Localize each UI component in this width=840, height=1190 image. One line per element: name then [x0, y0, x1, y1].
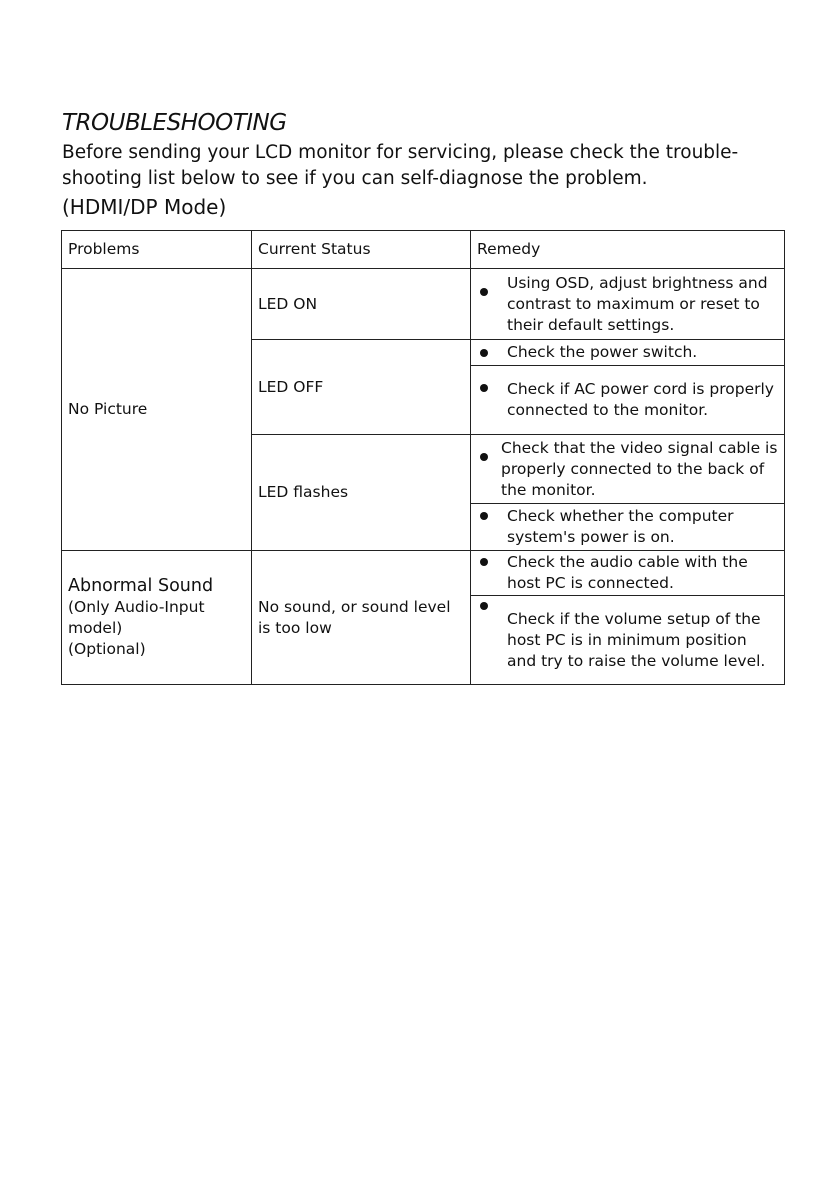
remedy-led-off-power-switch: Check the power switch. [471, 340, 785, 366]
remedy-led-off-power-cord: Check if AC power cord is properly connected to the monitor. [471, 366, 785, 435]
page-title: TROUBLESHOOTING [62, 110, 287, 136]
problem-no-picture: No Picture [62, 269, 252, 551]
intro-line-1: Before sending your LCD monitor for servicing, please check the trouble- [62, 142, 739, 163]
intro-paragraph [62, 140, 782, 192]
status-led-off: LED OFF [252, 340, 471, 435]
remedy-audio-cable: Check the audio cable with the host PC is connected. [471, 551, 785, 596]
table-header-row [62, 231, 785, 269]
table-row [62, 269, 785, 340]
status-no-sound: No sound, or sound level is too low [252, 551, 471, 685]
status-led-flashes: LED flashes [252, 435, 471, 551]
mode-heading: (HDMI/DP Mode) [62, 195, 227, 219]
remedy-led-flashes-computer-power: Check whether the computer system's power is on. [471, 504, 785, 551]
abnormal-sound-line-3: model) [68, 618, 123, 637]
abnormal-sound-title: Abnormal Sound [68, 575, 214, 596]
remedy-volume-setup: Check if the volume setup of the host PC is in minimum position and try to raise the volume level. [471, 596, 785, 685]
status-led-on: LED ON [252, 269, 471, 340]
abnormal-sound-line-2: (Only Audio-Input [68, 597, 205, 616]
problem-abnormal-sound [62, 551, 252, 685]
column-header-current-status: Current Status [252, 231, 471, 269]
abnormal-sound-line-4: (Optional) [68, 639, 146, 658]
column-header-problems: Problems [62, 231, 252, 269]
remedy-led-on: Using OSD, adjust brightness and contrast to maximum or reset to their default settings. [471, 269, 785, 340]
column-header-remedy: Remedy [471, 231, 785, 269]
intro-line-2: shooting list below to see if you can self-diagnose the problem. [62, 168, 648, 189]
remedy-led-flashes-signal-cable: Check that the video signal cable is properly connected to the back of the monitor. [471, 435, 785, 504]
troubleshooting-table [61, 230, 785, 685]
table-row [62, 551, 785, 596]
